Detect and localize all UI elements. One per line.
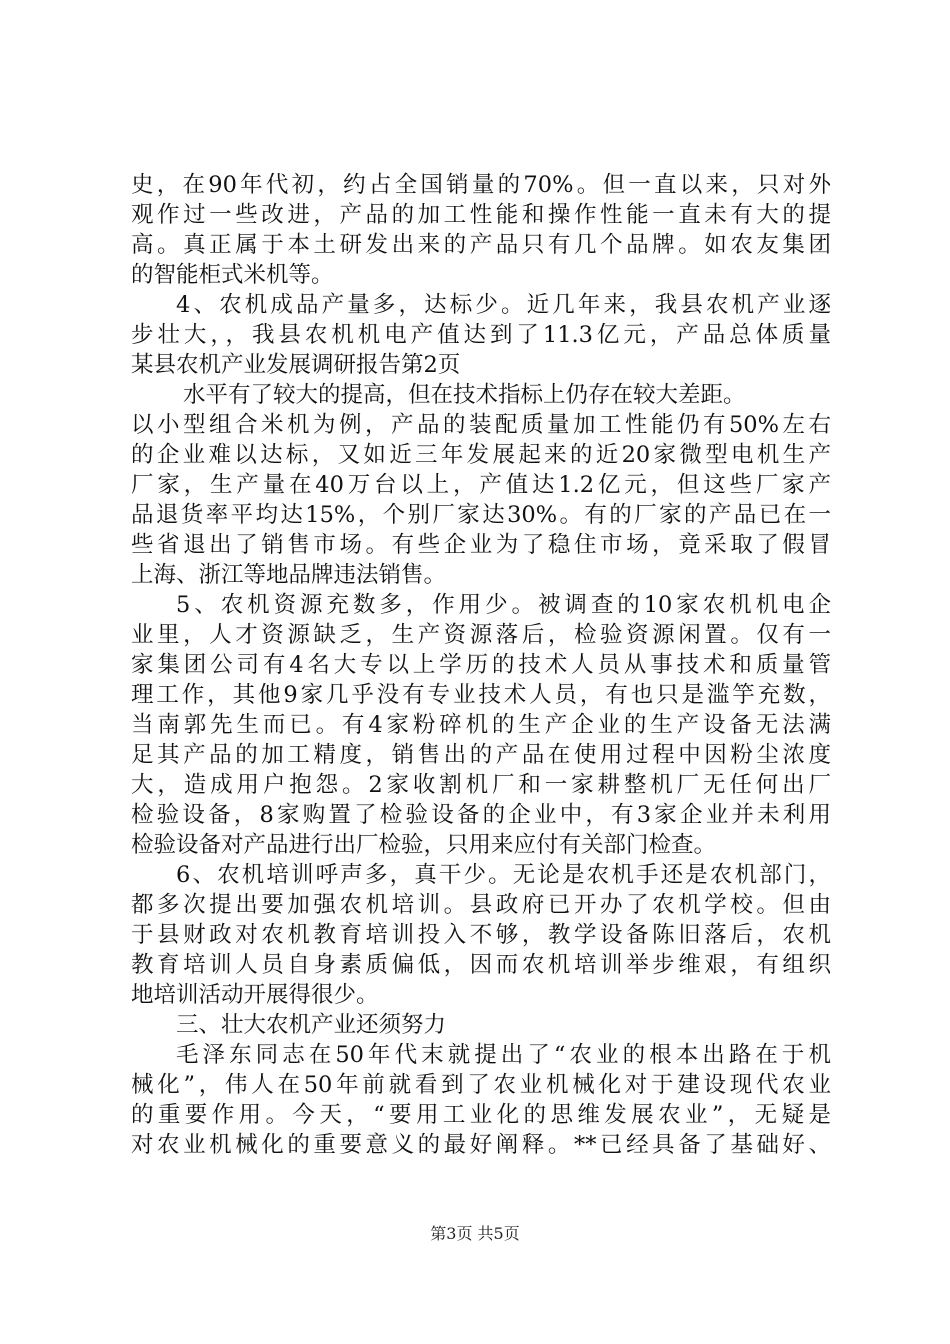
text-line: 高。真正属于本土研发出来的产品只有几个品牌。如农友集团 [131, 232, 831, 258]
text-line: 于县财政对农机教育培训投入不够，教学设备陈旧落后，农机 [131, 922, 831, 948]
text-line: 水平有了较大的提高，但在技术指标上仍存在较大差距。 [183, 382, 746, 408]
text-line: 6、农机培训呼声多，真干少。无论是农机手还是农机部门， [176, 862, 831, 888]
text-line: 业里，人才资源缺乏，生产资源落后，检验资源闲置。仅有一 [131, 622, 831, 648]
text-line: 的企业难以达标，又如近三年发展起来的近20家微型电机生产 [131, 442, 831, 468]
text-line: 理工作，其他9家几乎没有专业技术人员，有也只是滥竽充数， [131, 682, 831, 708]
text-line: 地培训活动开展得很少。 [131, 982, 379, 1008]
section-heading: 三、壮大农机产业还须努力 [176, 1012, 447, 1038]
text-line: 械化”，伟人在50年前就看到了农业机械化对于建设现代农业 [131, 1072, 831, 1098]
text-line: 上海、浙江等地品牌违法销售。 [131, 562, 447, 588]
text-line: 史，在90年代初，约占全国销量的70%。但一直以来，只对外 [131, 172, 831, 198]
document-body [131, 170, 831, 1160]
text-line: 教育培训人员自身素质偏低，因而农机培训举步维艰，有组织 [131, 952, 831, 978]
text-line: 步壮大，，我县农机机电产值达到了11.3亿元，产品总体质量 [131, 322, 831, 348]
text-line: 些省退出了销售市场。有些企业为了稳住市场，竟采取了假冒 [131, 532, 831, 558]
text-line: 家集团公司有4名大专以上学历的技术人员从事技术和质量管 [131, 652, 831, 678]
text-line: 毛泽东同志在50年代末就提出了“农业的根本出路在于机 [176, 1042, 831, 1068]
page-break-title: 某县农机产业发展调研报告第2页 [131, 352, 461, 378]
text-line: 品退货率平均达15%，个别厂家达30%。有的厂家的产品已在一 [131, 502, 831, 528]
text-line: 对农业机械化的重要意义的最好阐释。**已经具备了基础好、 [131, 1132, 831, 1158]
text-line: 5、农机资源充数多，作用少。被调查的10家农机机电企 [176, 592, 831, 618]
text-line: 以小型组合米机为例，产品的装配质量加工性能仍有50%左右 [131, 412, 831, 438]
text-line: 都多次提出要加强农机培训。县政府已开办了农机学校。但由 [131, 892, 831, 918]
text-line: 大，造成用户抱怨。2家收割机厂和一家耕整机厂无任何出厂 [131, 772, 831, 798]
text-line: 观作过一些改进，产品的加工性能和操作性能一直未有大的提 [131, 202, 831, 228]
text-line: 检验设备，8家购置了检验设备的企业中，有3家企业并未利用 [131, 802, 831, 828]
page-number-footer: 第3页 共5页 [430, 1224, 520, 1243]
text-line: 当南郭先生而已。有4家粉碎机的生产企业的生产设备无法满 [131, 712, 831, 738]
text-line: 厂家，生产量在40万台以上，产值达1.2亿元，但这些厂家产 [131, 472, 831, 498]
text-line: 的智能柜式米机等。 [131, 262, 334, 288]
text-line: 的重要作用。今天，“要用工业化的思维发展农业”，无疑是 [131, 1102, 831, 1128]
text-line: 足其产品的加工精度，销售出的产品在使用过程中因粉尘浓度 [131, 742, 831, 768]
text-line: 4、农机成品产量多，达标少。近几年来，我县农机产业逐 [176, 292, 831, 318]
text-line: 检验设备对产品进行出厂检验，只用来应付有关部门检查。 [131, 832, 717, 858]
